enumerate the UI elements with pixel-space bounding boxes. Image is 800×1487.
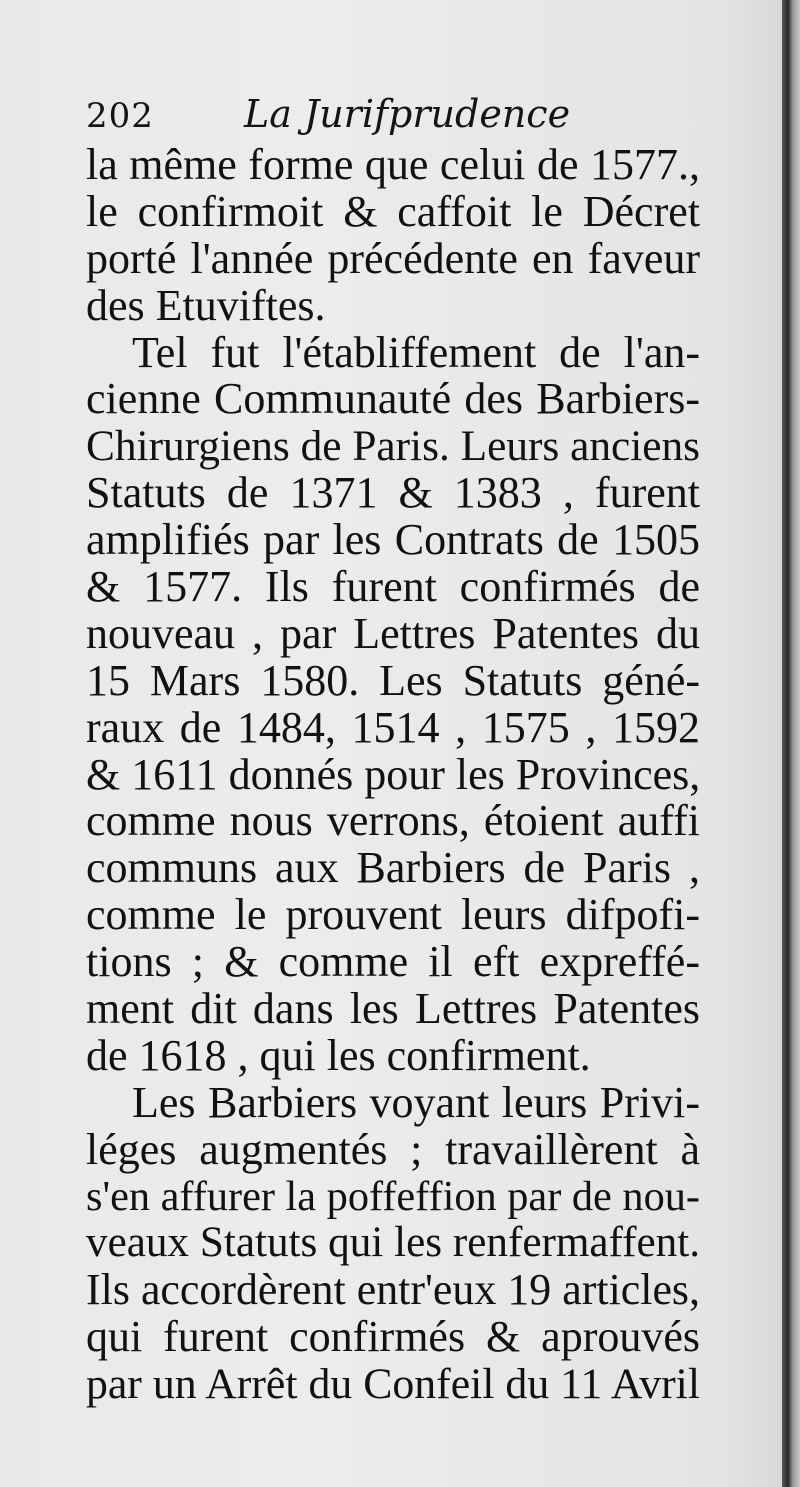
text-line: ment dit dans les Lettres Patentes bbox=[86, 984, 700, 1034]
text-line: communs aux Barbiers de Paris , bbox=[86, 843, 700, 893]
text-line: 15 Mars 1580. Les Statuts géné- bbox=[86, 655, 700, 705]
text-line: & 1577. Ils furent confirmés de bbox=[86, 562, 700, 612]
text-line: porté l'année précédente en faveur bbox=[86, 233, 700, 283]
text-line: par un Arrêt du Confeil du 11 Avril bbox=[86, 1360, 700, 1409]
page-number: 202 bbox=[86, 96, 154, 136]
text-line: & 1611 donnés pour les Provinces, bbox=[86, 749, 701, 799]
text-line: de 1618 , qui les confirment. bbox=[86, 1030, 591, 1080]
body-text bbox=[86, 142, 700, 1408]
text-line: comme le prouvent leurs difpofi- bbox=[86, 890, 700, 940]
text-line: raux de 1484, 1514 , 1575 , 1592 bbox=[86, 702, 700, 752]
text-line: qui furent confirmés & aprouvés bbox=[86, 1312, 700, 1362]
text-line: cienne Communauté des Barbiers- bbox=[86, 374, 700, 424]
running-title: La Jurifprudence bbox=[244, 92, 571, 136]
page-edge bbox=[782, 0, 800, 1487]
text-line: tions ; & comme il eft expreffé- bbox=[86, 937, 700, 987]
text-line: le confirmoit & caffoit le Décret bbox=[86, 186, 700, 236]
text-line: Les Barbiers voyant leurs Privi- bbox=[132, 1077, 700, 1127]
text-line: la même forme que celui de 1577., bbox=[86, 140, 700, 189]
text-line: Tel fut l'établiffement de l'an- bbox=[132, 327, 700, 377]
text-line: des Etuviftes. bbox=[86, 280, 326, 330]
text-line: veaux Statuts qui les renfermaffent. bbox=[86, 1219, 700, 1267]
text-line: comme nous verrons, étoient auffi bbox=[86, 796, 700, 846]
text-line: Statuts de 1371 & 1383 , furent bbox=[86, 468, 700, 518]
text-line: léges augmentés ; travaillèrent à bbox=[86, 1124, 700, 1174]
text-line: nouveau , par Lettres Patentes du bbox=[86, 608, 700, 658]
page-header bbox=[86, 92, 706, 140]
text-line: amplifiés par les Contrats de 1505 bbox=[86, 515, 700, 565]
text-line: Chirurgiens de Paris. Leurs anciens bbox=[86, 422, 700, 471]
text-line: s'en affurer la poffeffion par de nou- bbox=[86, 1172, 700, 1220]
text-line: Ils accordèrent entr'eux 19 articles, bbox=[86, 1265, 700, 1315]
